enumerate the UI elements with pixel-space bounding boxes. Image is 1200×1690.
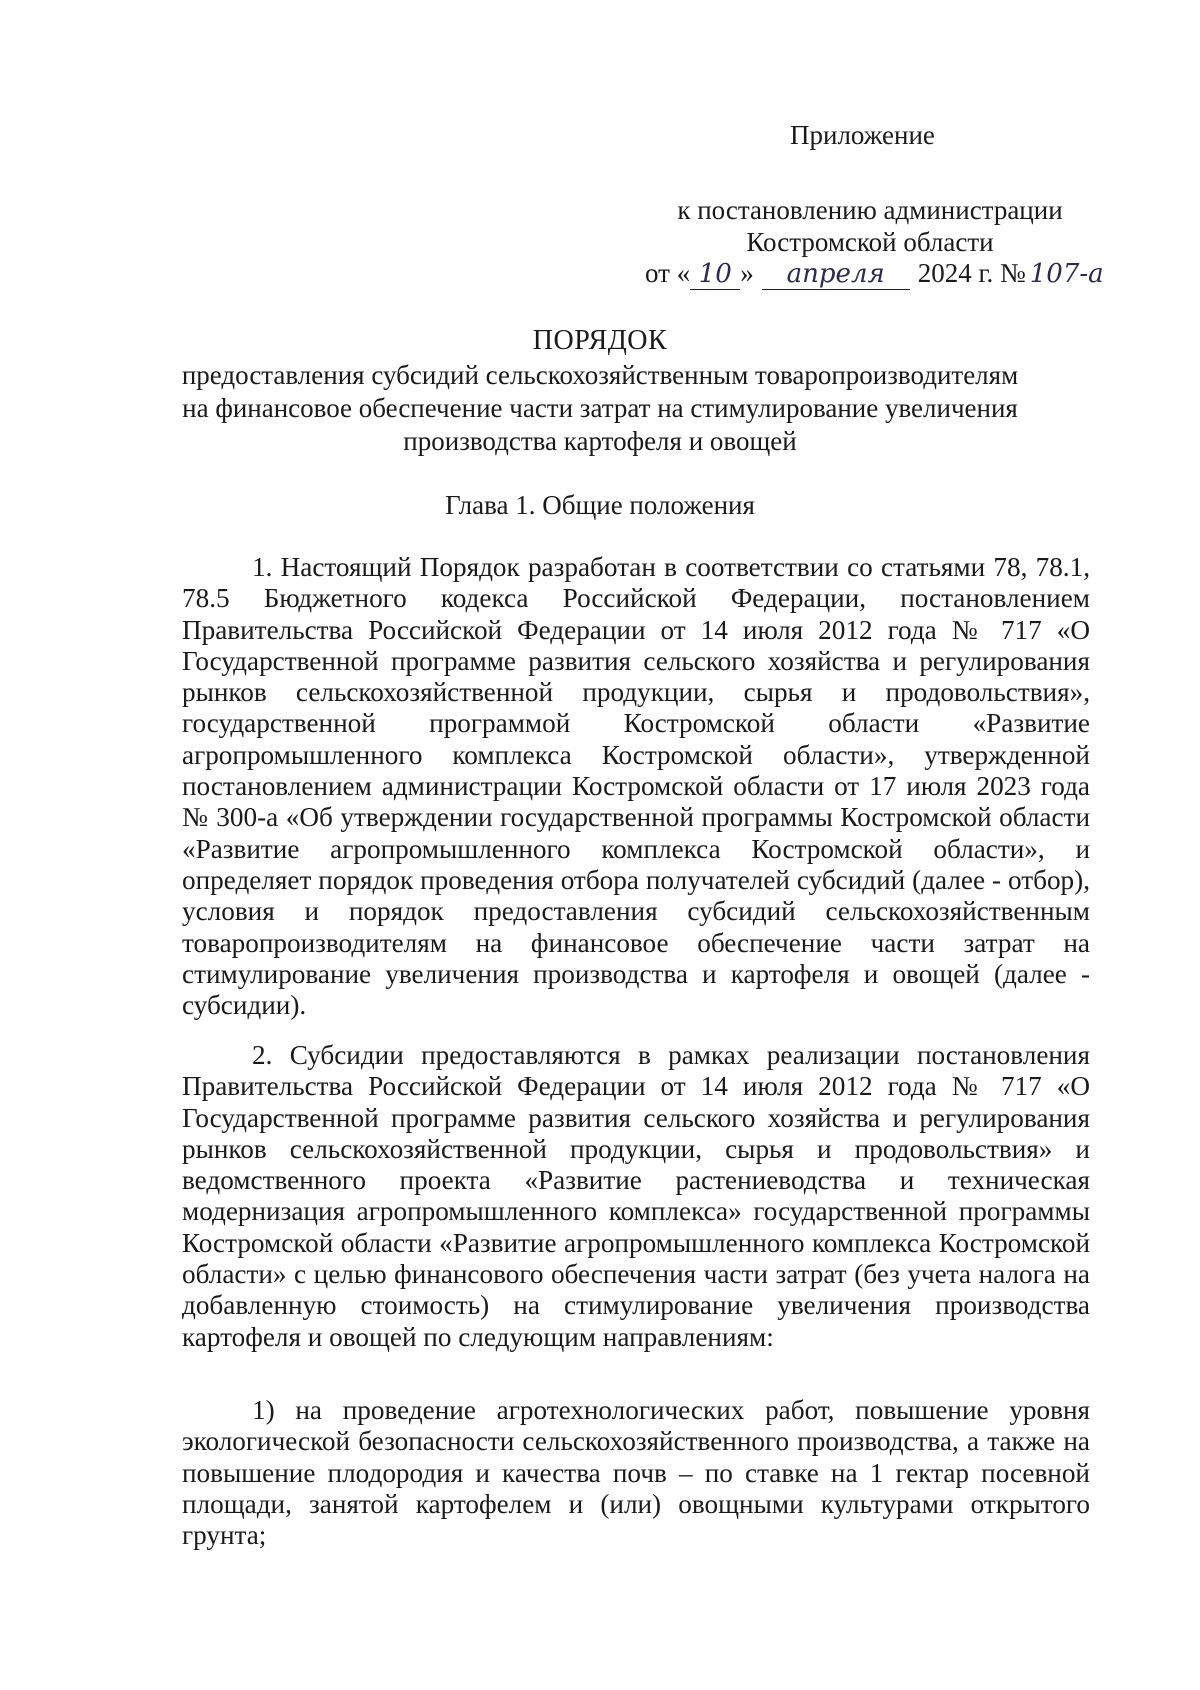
document-title: ПОРЯДОК — [532, 325, 668, 356]
handwritten-number: 107-а — [1029, 259, 1104, 289]
handwritten-day: 10 — [690, 259, 740, 290]
date-mid: » — [740, 258, 754, 288]
paragraph: 2. Субсидии предоставляются в рамках реализации постановления Правительства Российской Федерации от 14 июля 2012 года № 717 «О Государственной программе развития сельского хозяйства и регулирования рынков сельскохозяйственной продукции, сырья и продовольствия» и ведомственного проекта «Развитие растениеводства и техническая модернизация агропромышленного комплекса» государственной программы Костромской области «Развитие агропромышленного комплекса Костромской области» с целью финансового обеспечения части затрат (без учета налога на добавленную стоимость) на стимулирование увеличения производства картофеля и овощей по следующим направлениям: — [182, 1040, 1090, 1352]
appendix-heading: Приложение — [790, 120, 935, 150]
paragraph: 1) на проведение агротехнологических работ, повышение уровня экологической безопасности сельскохозяйственного производства, а также на повышение плодородия и качества почв – по ставке на 1 гектар посевной площади, занятой картофелем и (или) овощными культурами открытого грунта; — [182, 1395, 1090, 1551]
paragraph-block — [182, 1395, 1090, 1551]
date-prefix: от « — [645, 258, 691, 288]
appendix-region-line: Костромской области — [746, 227, 994, 257]
handwritten-month: апреля — [762, 259, 910, 290]
document-subtitle-line: производства картофеля и овощей — [403, 426, 797, 456]
paragraph: 1. Настоящий Порядок разработан в соответствии со статьями 78, 78.1, 78.5 Бюджетного кодекса Российской Федерации, постановлением Правительства Российской Федерации от 14 июля 2012 года № 717 «О Государственной программе развития сельского хозяйства и регулирования рынков сельскохозяйственной продукции, сырья и продовольствия», государственной программой Костромской области «Развитие агропромышленного комплекса Костромской области», утвержденной постановлением администрации Костромской области от 17 июля 2023 года № 300-а «Об утверждении государственной программы Костромской области «Развитие агропромышленного комплекса Костромской области», и определяет порядок проведения отбора получателей субсидий (далее - отбор), условия и порядок предоставления субсидий сельскохозяйственным товаропроизводителям на финансовое обеспечение части затрат на стимулирование увеличения производства и картофеля и овощей (далее - субсидии). — [182, 552, 1090, 1021]
appendix-resolution-line: к постановлению администрации — [677, 195, 1063, 225]
document-subtitle-line: предоставления субсидий сельскохозяйственным товаропроизводителям — [181, 360, 1019, 390]
document-subtitle-line: на финансовое обеспечение части затрат на стимулирование увеличения — [182, 393, 1018, 423]
date-year: 2024 г. № — [917, 258, 1026, 288]
resolution-date-line — [645, 258, 1124, 290]
paragraph-block — [182, 552, 1090, 1021]
chapter-heading: Глава 1. Общие положения — [445, 490, 755, 520]
paragraph-block — [182, 1040, 1090, 1353]
